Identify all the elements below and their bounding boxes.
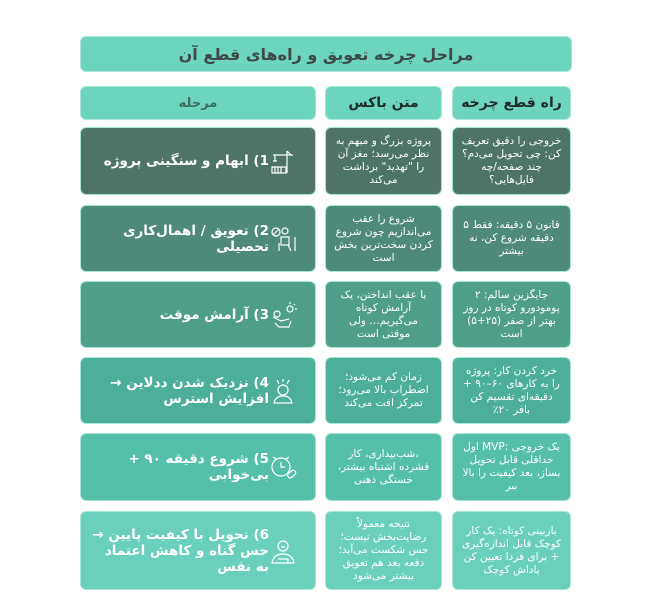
stage-cell-2 (80, 205, 316, 272)
procrastination-icon (269, 225, 297, 253)
break-cycle-cell: جایگزین سالم: ۲ پومودورو کوتاه در روز بهتر از صفر (۲۵+۵) است (452, 281, 571, 348)
header-box-text: متن باکس (325, 86, 442, 120)
stage-label: 5) شروع دقیقه ۹۰ + بی‌خوابی (128, 451, 269, 483)
box-text-cell: با عقب انداختن، یک آرامش کوتاه می‌گیریم… ولی موقتی است (325, 281, 442, 348)
stage-label: 2) تعویق / اهمال‌کاری تحصیلی (123, 222, 269, 255)
stage-label: 6) تحویل با کیفیت پایین → حس گناه و کاهش اعتماد به نفس (92, 526, 269, 575)
stressed-person-icon (269, 377, 297, 405)
box-text-cell: ،شب‌بیداری، کار فشرده اشتباه بیشتر، خستگی ذهنی (325, 433, 442, 501)
break-cycle-cell: بازبینی کوتاه: یک کار کوچک قابل اندازه‌گیری + برای فردا تعیین کن پاداش کوچک (452, 511, 571, 590)
break-cycle-cell: قانون ۵ دقیقه: فقط ۵ دقیقه شروع کن، نه بیشتر (452, 205, 571, 272)
box-text-cell: پروژه بزرگ و مبهم به نظر می‌رسد؛ مغز آن را "تهدید" برداشت می‌کند (325, 127, 442, 195)
box-text-cell: نتیجه معمولاً رضایت‌بخش نیست؛ حس شکست می‌آید؛ دفعه بعد هم تعویق بیشتر می‌شود (325, 511, 442, 590)
crane-icon (269, 147, 297, 175)
stage-cell-1 (80, 127, 316, 195)
stage-label: 1) ابهام و سنگینی پروژه (103, 153, 269, 169)
stage-label: 4) نزدیک شدن ددلاین → افزایش استرس (110, 374, 269, 407)
stage-cell-3 (80, 281, 316, 348)
alarm-clock-pill-icon (269, 453, 297, 481)
sad-person-icon (269, 537, 297, 565)
stage-label: 3) آرامش موقت (159, 306, 269, 323)
stage-cell-6 (80, 511, 316, 590)
header-stage: مرحله (80, 86, 316, 120)
break-cycle-cell: یک خروجی :MVP اول حداقلی قابل تحویل بساز، بعد کیفیت را بالا ببر (452, 433, 571, 501)
stage-cell-4 (80, 357, 316, 424)
header-break-cycle: راه قطع چرخه (452, 86, 571, 120)
break-cycle-cell: خرد کردن کار: پروژه را به کارهای ۶۰–۹۰ + دقیقه‌ای تقسیم کن بافر ۲۰٪ (452, 357, 571, 424)
box-text-cell: شروع را عقب می‌اندازیم چون شروع کردن سخت‌ترین بخش است (325, 205, 442, 272)
diagram-title: مراحل چرخه تعویق و راه‌های قطع آن (80, 36, 572, 72)
break-cycle-cell: خروجی را دقیق تعریف کن: چی تحویل می‌دم؟ چند صفحه/چه فایل‌هایی؟ (452, 127, 571, 195)
box-text-cell: زمان کم می‌شود؛ اضطراب بالا می‌رود؛ تمرکز افت می‌کند (325, 357, 442, 424)
relax-chair-icon (269, 301, 297, 329)
stage-cell-5 (80, 433, 316, 501)
